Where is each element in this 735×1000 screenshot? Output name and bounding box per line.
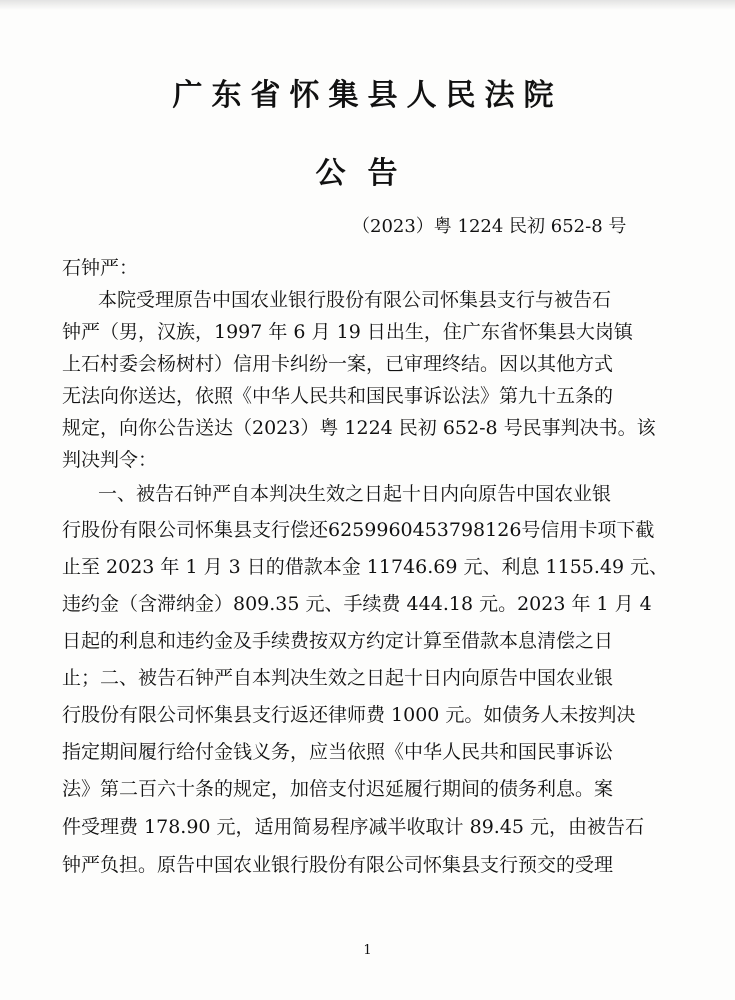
addressee: 石钟严： xyxy=(62,257,139,279)
body-line: 止；二、被告石钟严自本判决生效之日起十日内向原告中国农业银 xyxy=(62,667,614,689)
body-line: 件受理费 178.90 元，适用简易程序减半收取计 89.45 元，由被告石 xyxy=(62,816,645,838)
page-number: 1 xyxy=(363,943,372,958)
body-line: 上石村委会杨树村）信用卡纠纷一案，已审理终结。因以其他方式 xyxy=(62,353,614,375)
body-line: 无法向你送达，依照《中华人民共和国民事诉讼法》第九十五条的 xyxy=(62,385,614,407)
scan-edge-shadow xyxy=(0,0,735,10)
court-name: 广东省怀集县人民法院 xyxy=(172,78,563,113)
body-line: 一、被告石钟严自本判决生效之日起十日内向原告中国农业银 xyxy=(98,483,612,505)
body-line: 行股份有限公司怀集县支行返还律师费 1000 元。如债务人未按判决 xyxy=(62,704,636,726)
body-line: 判决判令： xyxy=(62,449,158,471)
body-line: 本院受理原告中国农业银行股份有限公司怀集县支行与被告石 xyxy=(98,289,612,311)
body-line: 钟严负担。原告中国农业银行股份有限公司怀集县支行预交的受理 xyxy=(62,854,614,876)
document-title: 公告 xyxy=(315,156,420,191)
body-line: 规定，向你公告送达（2023）粤 1224 民初 652-8 号民事判决书。该 xyxy=(62,417,656,439)
body-line: 行股份有限公司怀集县支行偿还6259960453798126号信用卡项下截 xyxy=(62,519,655,541)
body-line: 钟严（男，汉族，1997 年 6 月 19 日出生，住广东省怀集县大岗镇 xyxy=(62,321,633,343)
body-line: 违约金（含滞纳金）809.35 元、手续费 444.18 元。2023 年 1 月 4 xyxy=(62,593,652,615)
body-line: 止至 2023 年 1 月 3 日的借款本金 11746.69 元、利息 1155.49 元、 xyxy=(62,556,669,578)
case-number: （2023）粤 1224 民初 652-8 号 xyxy=(352,216,627,237)
body-line: 指定期间履行给付金钱义务，应当依照《中华人民共和国民事诉讼 xyxy=(62,741,614,763)
body-line: 日起的利息和违约金及手续费按双方约定计算至借款本息清偿之日 xyxy=(62,630,614,652)
body-line: 法》第二百六十条的规定，加倍支付迟延履行期间的债务利息。案 xyxy=(62,778,614,800)
